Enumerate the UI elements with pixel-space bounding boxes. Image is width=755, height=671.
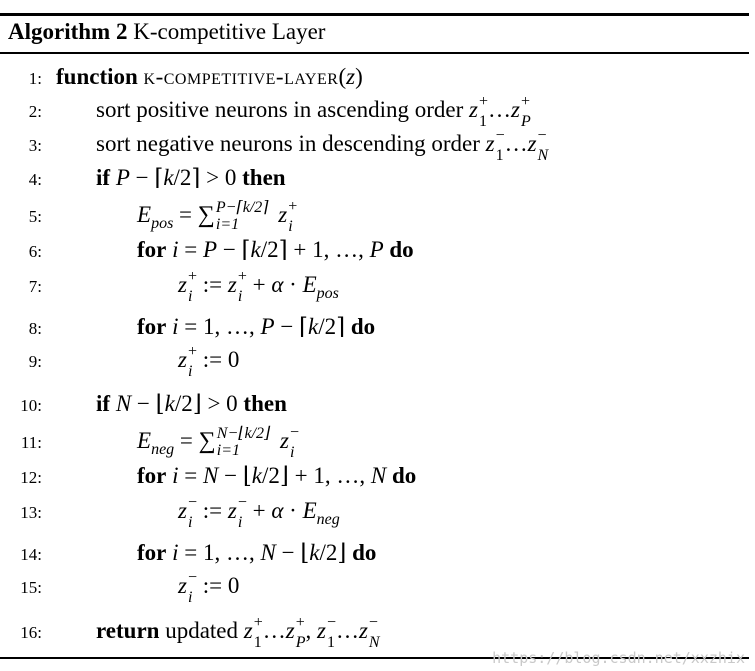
algo-line-14: [0, 536, 749, 570]
keyword-for: for: [137, 314, 167, 339]
algo-line-1: [0, 60, 749, 94]
line-code: sort positive neurons in ascending order z + 1 …z + P: [96, 92, 531, 130]
line-number: 4:: [28, 170, 42, 189]
line-code: for i = 1, …, N − ⌊k/2⌋ do: [137, 540, 377, 565]
line-number: 12:: [20, 468, 42, 487]
procedure-name: k-competitive-layer: [143, 64, 339, 89]
caption-rule: [0, 52, 749, 54]
line-number: 3:: [28, 136, 42, 155]
keyword-then: then: [243, 391, 287, 416]
algo-line-10: [0, 387, 749, 421]
line-code: if N − ⌊k/2⌋ > 0 then: [96, 391, 287, 416]
algo-line-6: [0, 233, 749, 267]
algo-line-16: [0, 613, 749, 651]
line-code: function k-competitive-layer(z): [56, 64, 363, 89]
keyword-do: do: [389, 237, 414, 262]
line-number: 16:: [20, 623, 42, 642]
line-text: updated: [165, 618, 239, 643]
algorithm-caption: [8, 16, 325, 48]
line-code: for i = N − ⌊k/2⌋ + 1, …, N do: [137, 463, 417, 488]
line-code: return updated z + 1 …z + P , z − 1 …z − N: [96, 613, 380, 651]
algo-line-3: [0, 126, 749, 164]
keyword-do: do: [391, 463, 417, 488]
line-number: 5:: [28, 207, 42, 226]
line-code: z − i := z − i + $\alpha \cdot E_{neg}$: [178, 493, 340, 531]
line-number: 11:: [20, 433, 42, 452]
line-number: 14:: [20, 545, 42, 564]
line-code: for i = P − ⌈k/2⌉ + 1, …, P do: [137, 237, 414, 262]
line-text: sort negative neurons in descending order: [96, 131, 480, 156]
line-number: 10:: [20, 396, 42, 415]
algo-line-2: [0, 92, 749, 130]
algo-line-13: [0, 493, 749, 531]
line-number: 2:: [28, 102, 42, 121]
line-number: 7:: [28, 277, 42, 296]
algo-line-4: [0, 161, 749, 195]
algo-line-5: [0, 197, 749, 235]
line-code: $E_{neg}$ = ∑ N−⌊k/2⌋ i=1 z − i: [137, 423, 300, 461]
line-code: if P − ⌈k/2⌉ > 0 then: [96, 165, 286, 190]
line-number: 15:: [20, 578, 42, 597]
keyword-for: for: [137, 540, 167, 565]
line-number: 6:: [28, 242, 42, 261]
line-number: 9:: [28, 352, 42, 371]
algo-line-12: [0, 459, 749, 493]
algo-line-11: [0, 423, 749, 461]
algo-line-15: [0, 568, 749, 606]
keyword-if: if: [96, 391, 111, 416]
keyword-function: function: [56, 64, 138, 89]
line-code: z + i := 0: [178, 342, 240, 380]
algo-line-8: [0, 310, 749, 344]
keyword-return: return: [96, 618, 160, 643]
line-code: z − i := 0: [178, 568, 240, 606]
line-number: 1:: [28, 69, 42, 88]
algo-line-7: [0, 267, 749, 305]
watermark: https://blog.csdn.net/xxzhix: [492, 649, 745, 667]
line-number: 8:: [28, 319, 42, 338]
caption-title: K-competitive Layer: [133, 19, 326, 44]
keyword-do: do: [350, 314, 376, 339]
line-number: 13:: [20, 503, 42, 522]
caption-label: Algorithm 2: [8, 19, 128, 44]
keyword-for: for: [137, 463, 167, 488]
algo-line-9: [0, 342, 749, 380]
keyword-do: do: [352, 540, 377, 565]
line-code: z + i := z + i + $\alpha \cdot E_{pos}$: [178, 267, 339, 305]
line-code: sort negative neurons in descending order z − 1 …z − N: [96, 126, 549, 164]
line-text: sort positive neurons in ascending order: [96, 97, 464, 122]
line-code: for i = 1, …, P − ⌈k/2⌉ do: [137, 314, 376, 339]
keyword-then: then: [242, 165, 286, 190]
keyword-if: if: [96, 165, 111, 190]
line-code: $E_{pos}$ = ∑ P−⌈k/2⌉ i=1 z + i: [137, 197, 298, 235]
keyword-for: for: [137, 237, 167, 262]
